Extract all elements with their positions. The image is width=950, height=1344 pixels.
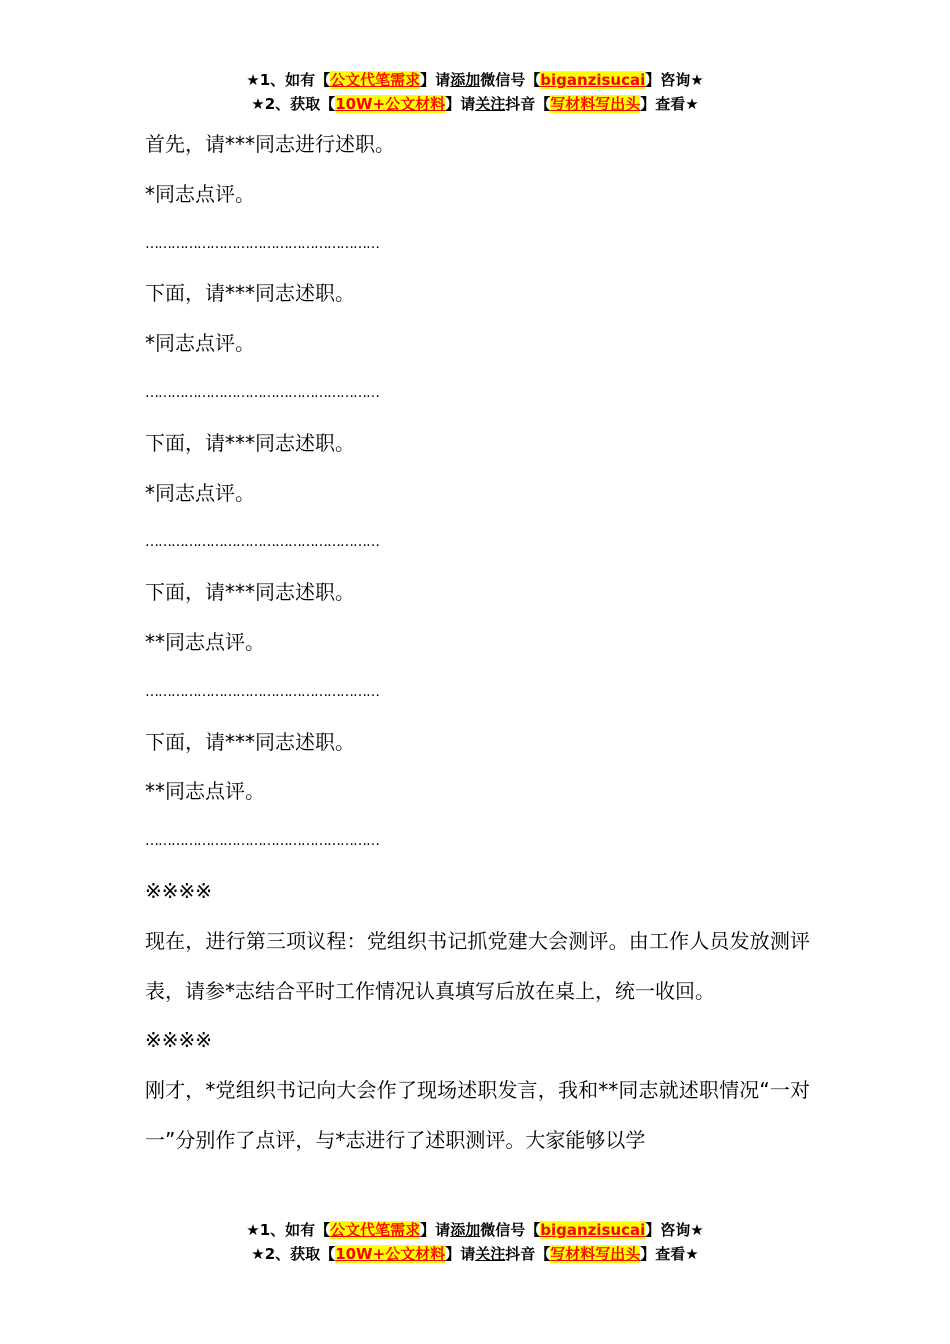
header-banner bbox=[0, 68, 950, 116]
banner-line-1: ★1、如有【公文代笔需求】请添加微信号【biganzisucai】咨询★ bbox=[246, 1221, 704, 1239]
paragraph: 下面，请***同志述职。 bbox=[145, 430, 355, 455]
paragraph: *同志点评。 bbox=[145, 480, 255, 505]
paragraph: 下面，请***同志述职。 bbox=[145, 580, 355, 605]
banner-highlight-douyin: 写材料写出头 bbox=[550, 1245, 641, 1263]
banner-line-1: ★1、如有【公文代笔需求】请添加微信号【biganzisucai】咨询★ bbox=[246, 71, 704, 89]
paragraph: 现在，进行第三项议程：党组织书记抓党建大会测评。由工作人员发放测评表，请参*志结合平时工作情况认真填写后放在桌上，统一收回。 bbox=[145, 928, 810, 1003]
dotted-separator: ……………………………………………… bbox=[145, 683, 379, 700]
banner-highlight-wechat: biganzisucai bbox=[540, 71, 646, 89]
footer-banner bbox=[0, 1218, 950, 1266]
banner-highlight-materials: 10W+公文材料 bbox=[335, 1245, 446, 1263]
banner-highlight-materials: 10W+公文材料 bbox=[335, 95, 446, 113]
section-divider: ※※※※ bbox=[145, 878, 213, 903]
banner-line-2: ★2、获取【10W+公文材料】请关注抖音【写材料写出头】查看★ bbox=[251, 1245, 699, 1263]
paragraph: 首先，请***同志进行述职。 bbox=[145, 132, 395, 156]
paragraph: *同志点评。 bbox=[145, 331, 255, 356]
paragraph: *同志点评。 bbox=[145, 181, 255, 206]
dotted-separator: ……………………………………………… bbox=[145, 235, 379, 252]
dotted-separator: ……………………………………………… bbox=[145, 384, 379, 401]
paragraph: 下面，请***同志述职。 bbox=[145, 729, 355, 754]
banner-highlight-douyin: 写材料写出头 bbox=[550, 95, 641, 113]
paragraph: 刚才，*党组织书记向大会作了现场述职发言，我和**同志就述职情况“一对一”分别作了点评，与*志进行了述职测评。大家能够以学 bbox=[145, 1078, 810, 1152]
paragraph: 下面，请***同志述职。 bbox=[145, 281, 355, 306]
banner-line-2: ★2、获取【10W+公文材料】请关注抖音【写材料写出头】查看★ bbox=[251, 95, 699, 113]
document-body bbox=[145, 120, 810, 1166]
banner-highlight-service: 公文代笔需求 bbox=[330, 1221, 421, 1239]
section-divider: ※※※※ bbox=[145, 1028, 213, 1053]
paragraph: **同志点评。 bbox=[145, 779, 265, 804]
paragraph: **同志点评。 bbox=[145, 629, 265, 654]
banner-highlight-wechat: biganzisucai bbox=[540, 1221, 646, 1239]
banner-highlight-service: 公文代笔需求 bbox=[330, 71, 421, 89]
dotted-separator: ……………………………………………… bbox=[145, 534, 379, 551]
dotted-separator: ……………………………………………… bbox=[145, 833, 379, 850]
